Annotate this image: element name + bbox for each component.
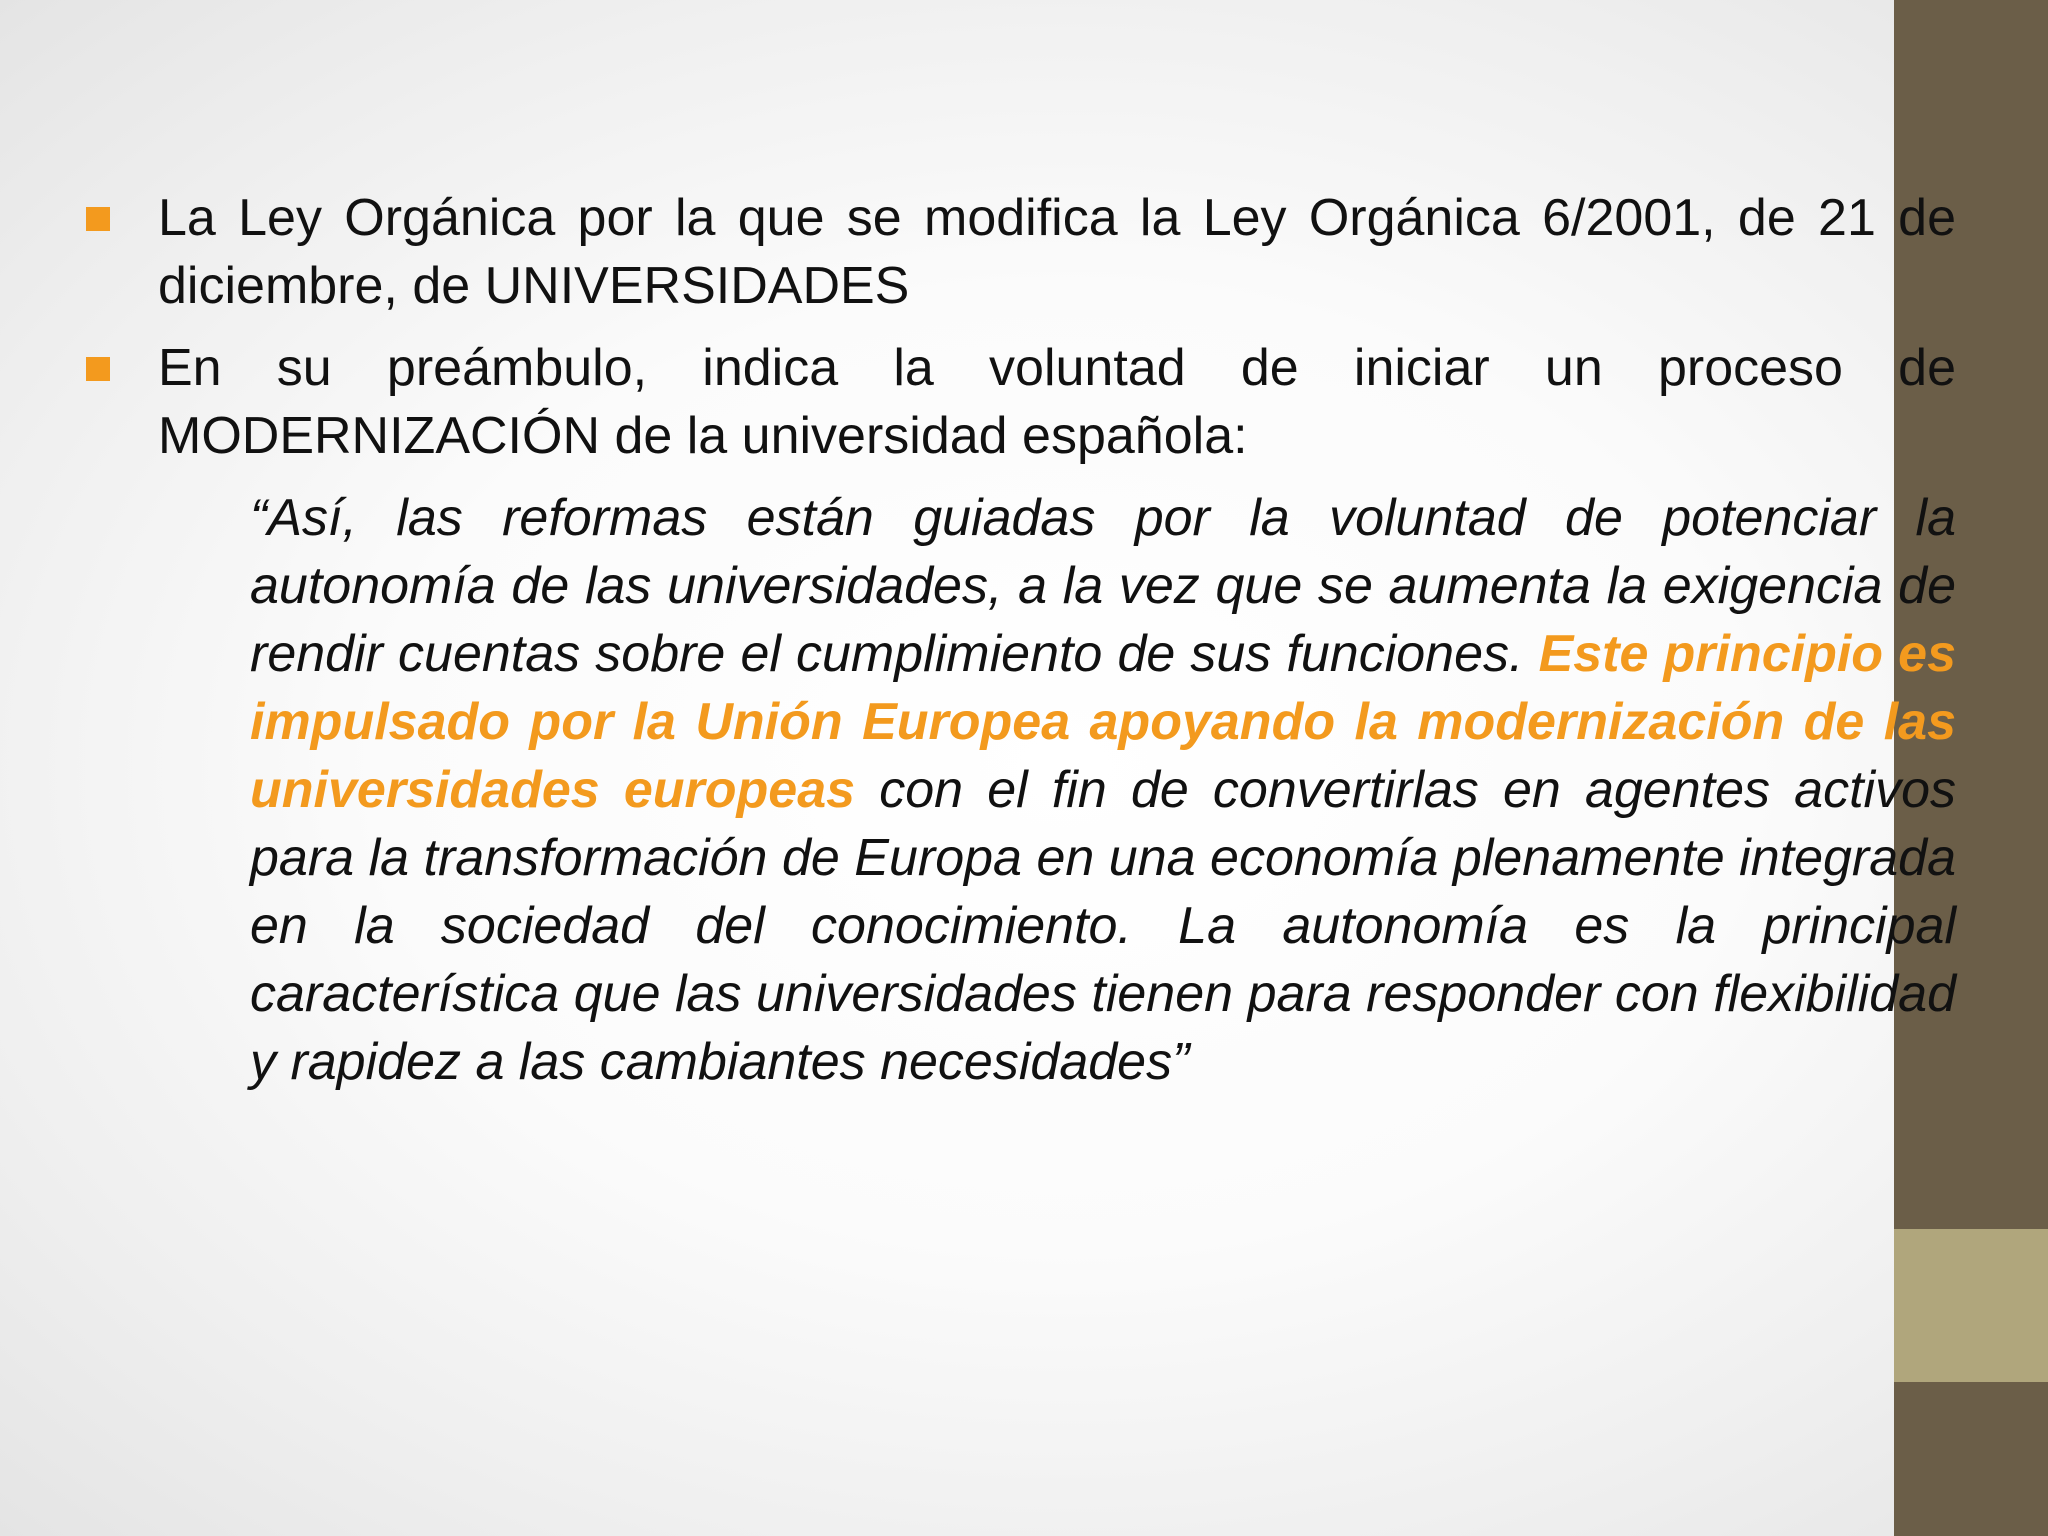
bullet-text: La Ley Orgánica por la que se modifica la Ley Orgánica 6/2001, de 21 de diciembre, de UNIVERSIDADES <box>158 189 1956 315</box>
square-bullet-icon <box>86 207 110 231</box>
bullet-text: En su preámbulo, indica la voluntad de iniciar un proceso de MODERNIZACIÓN de la universidad española: <box>158 339 1956 465</box>
quote-highlight: Este principio es impulsado por la Unión Europea apoyando la modernización de las universidades europeas <box>250 625 1956 819</box>
side-bar-accent-block <box>1894 1229 2048 1382</box>
quote-text-start: “Así, las reformas están guiadas por la voluntad de potenciar la autonomía de las universidades, a la vez que se aumenta la exigencia de rendir cuentas sobre el cumplimiento de sus funciones. <box>250 489 1956 683</box>
square-bullet-icon <box>86 357 110 381</box>
preamble-quote <box>250 484 1956 1096</box>
quote-text-end: con el fin de convertirlas en agentes activos para la transformación de Europa en una economía plenamente integrada en la sociedad del conocimiento. La autonomía es la principal característica que las universidades tienen para responder con flexibilidad y rapidez a las cambiantes necesidades” <box>250 761 1957 1091</box>
bullet-item-preambulo <box>158 334 1956 470</box>
bullet-item-ley-organica <box>158 184 1956 320</box>
slide-content <box>158 184 1956 1096</box>
